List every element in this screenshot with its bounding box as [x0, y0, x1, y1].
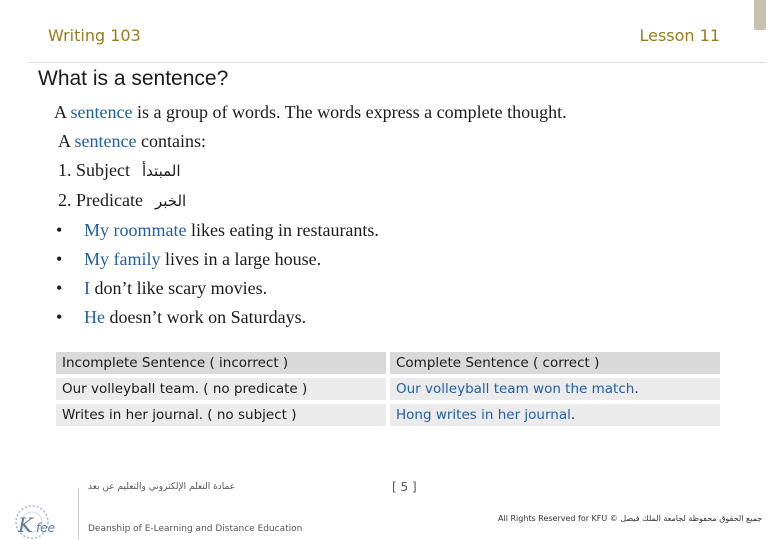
kfu-logo-icon [10, 500, 76, 540]
incomplete-cell: Our volleyball team. ( no predicate ) [56, 378, 386, 400]
comparison-table [52, 348, 724, 430]
example-subject: My roommate [84, 220, 187, 240]
definition-line [54, 98, 567, 127]
definition-text-start: A [54, 102, 71, 122]
contains-text-start: A [58, 131, 75, 151]
definition-text-end: is a group of words. The words express a complete thought. [132, 102, 567, 122]
incomplete-cell: Writes in her journal. ( no subject ) [56, 404, 386, 426]
part-arabic: الخبر [154, 192, 187, 210]
svg-text:K: K [18, 513, 33, 537]
footer [0, 470, 780, 540]
complete-subject: Our volleyball team [396, 381, 529, 397]
complete-cell [390, 378, 720, 400]
example-subject: I [84, 278, 90, 298]
lesson-label: Lesson 11 [639, 26, 720, 45]
bullet-icon: • [56, 220, 63, 240]
bullet-icon: • [56, 307, 63, 327]
table-header-complete: Complete Sentence ( correct ) [390, 352, 720, 374]
course-label: Writing 103 [48, 26, 141, 45]
contains-keyword: sentence [74, 131, 137, 151]
bullet-icon: • [56, 278, 63, 298]
complete-predicate: writes in her journal [431, 407, 571, 423]
contains-line [54, 127, 567, 156]
example-predicate: lives in a large house. [160, 249, 322, 269]
example-predicate: likes eating in restaurants. [186, 220, 379, 240]
deanship-arabic: عمادة التعلم الإلكتروني والتعليم عن بعد [88, 482, 236, 492]
lesson-body [54, 98, 567, 332]
part-subject [54, 156, 567, 186]
complete-predicate: won the match [528, 381, 635, 397]
deanship-english: Deanship of E-Learning and Distance Education [88, 524, 303, 534]
example-predicate: don’t like scary movies. [90, 278, 268, 298]
svg-text:fee: fee [36, 521, 55, 535]
corner-decoration [754, 0, 766, 30]
page-title: What is a sentence? [38, 67, 229, 90]
page-number: [ 5 ] [392, 480, 417, 494]
complete-period: . [570, 407, 576, 423]
example-subject: My family [84, 249, 161, 269]
complete-period: . [634, 381, 639, 397]
example-predicate: doesn’t work on Saturdays. [105, 307, 307, 327]
table-header-incomplete: Incomplete Sentence ( incorrect ) [56, 352, 386, 374]
example-subject: He [84, 307, 105, 327]
example-item [54, 216, 567, 245]
contains-text-end: contains: [136, 131, 206, 151]
table-row [56, 404, 720, 426]
part-arabic: المبتدأ [142, 162, 181, 180]
table-header-row [56, 352, 720, 374]
part-label: 1. Subject [58, 160, 130, 180]
part-label: 2. Predicate [58, 190, 143, 210]
header-divider [28, 62, 766, 63]
table-row [56, 378, 720, 400]
footer-divider [78, 488, 79, 540]
bullet-icon: • [56, 249, 63, 269]
example-item [54, 274, 567, 303]
part-predicate [54, 186, 567, 216]
complete-subject: Hong [396, 407, 432, 423]
example-item [54, 245, 567, 274]
definition-keyword: sentence [70, 102, 133, 122]
example-item [54, 303, 567, 332]
copyright-notice: All Rights Reserved for KFU © جميع الحقوق محفوظة لجامعة الملك فيصل [498, 514, 763, 523]
complete-cell [390, 404, 720, 426]
